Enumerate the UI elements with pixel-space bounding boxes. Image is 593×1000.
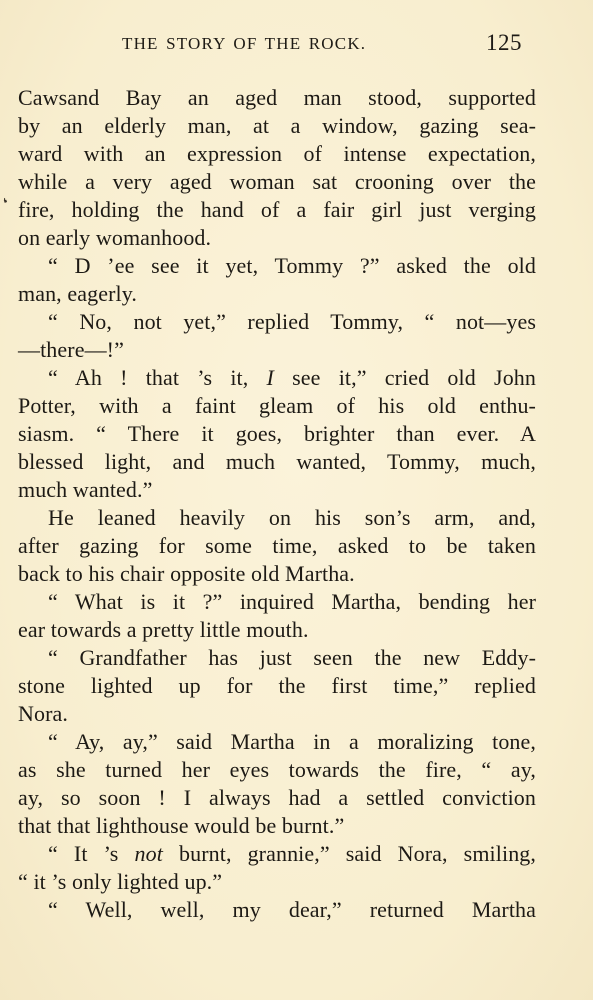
text-line: fire, holding the hand of a fair girl just verging (18, 197, 536, 222)
text-line: “ It ’s not burnt, grannie,” said Nora, smiling, (48, 841, 536, 866)
text-line: “ D ’ee see it yet, Tommy ?” asked the old (48, 253, 536, 278)
text-line: —there—!” (18, 337, 124, 362)
text-line: Potter, with a faint gleam of his old enthu- (18, 393, 536, 418)
text-line: while a very aged woman sat crooning over the (18, 169, 536, 194)
text-line: Cawsand Bay an aged man stood, supported (18, 85, 536, 110)
text-line: ear towards a pretty little mouth. (18, 617, 309, 642)
text-line: stone lighted up for the first time,” replied (18, 673, 536, 698)
text-line: “ Well, well, my dear,” returned Martha (48, 897, 536, 922)
page-number: 125 (486, 30, 522, 55)
text-line: “ Ay, ay,” said Martha in a moralizing tone, (48, 729, 536, 754)
text-line: on early womanhood. (18, 225, 212, 250)
text-line: “ it ’s only lighted up.” (18, 869, 223, 894)
running-head (0, 30, 593, 60)
text-line: back to his chair opposite old Martha. (18, 561, 355, 586)
text-line: man, eagerly. (18, 281, 137, 306)
text-line: by an elderly man, at a window, gazing sea- (18, 113, 536, 138)
body-text (18, 84, 536, 924)
text-line: that that lighthouse would be burnt.” (18, 813, 345, 838)
text-line: blessed light, and much wanted, Tommy, much, (18, 449, 536, 474)
text-line: as she turned her eyes towards the fire, “ ay, (18, 757, 536, 782)
running-title: THE STORY OF THE ROCK. (122, 34, 367, 53)
text-line: much wanted.” (18, 477, 153, 502)
margin-tick-mark: ❛ (1, 195, 12, 213)
text-line: ward with an expression of intense expectation, (18, 141, 536, 166)
text-line: “ What is it ?” inquired Martha, bending her (48, 589, 536, 614)
text-line: ay, so soon ! I always had a settled conviction (18, 785, 536, 810)
text-line: “ No, not yet,” replied Tommy, “ not—yes (48, 309, 536, 334)
text-line: “ Grandfather has just seen the new Eddy- (48, 645, 536, 670)
text-line: Nora. (18, 701, 68, 726)
text-line: siasm. “ There it goes, brighter than ever. A (18, 421, 536, 446)
text-line: “ Ah ! that ’s it, I see it,” cried old John (48, 365, 536, 390)
text-line: after gazing for some time, asked to be taken (18, 533, 536, 558)
text-line: He leaned heavily on his son’s arm, and, (48, 505, 536, 530)
